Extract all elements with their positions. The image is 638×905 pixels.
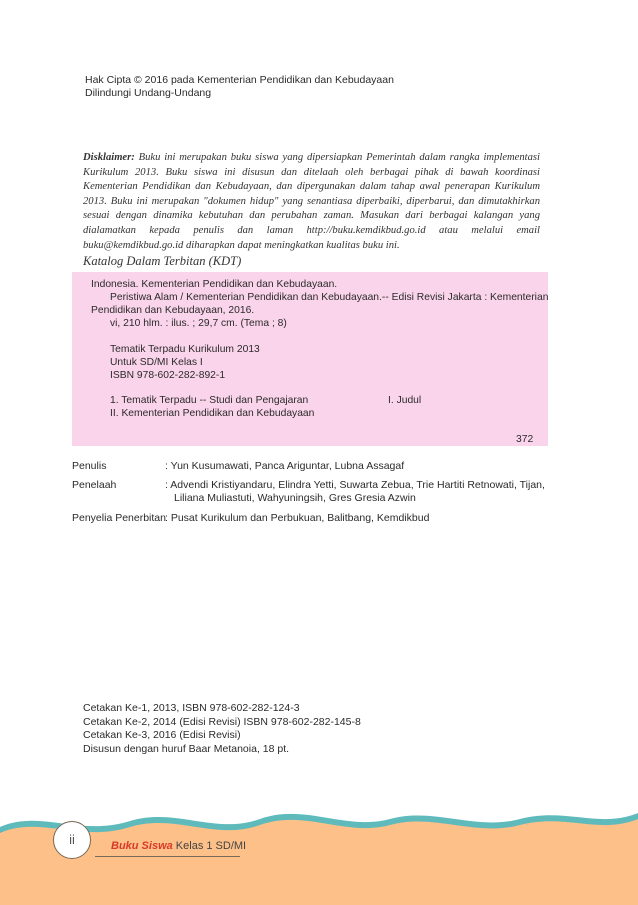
penelaah-label: Penelaah: [72, 479, 117, 491]
book-title: Buku Siswa: [111, 840, 173, 852]
kdt-line: ISBN 978-602-282-892-1: [110, 370, 226, 381]
penelaah-value: Liliana Muliastuti, Wahyuningsih, Gres Gresia Azwin: [174, 492, 416, 504]
protection-line: Dilindungi Undang-Undang: [85, 87, 212, 99]
penyelia-label: Penyelia Penerbitan: [72, 512, 166, 524]
penulis-value: : Yun Kusumawati, Panca Ariguntar, Lubna Assagaf: [165, 460, 405, 472]
penulis-label: Penulis: [72, 460, 107, 472]
printing-line: Cetakan Ke-2, 2014 (Edisi Revisi) ISBN 978-602-282-145-8: [83, 715, 361, 728]
kdt-line: II. Kementerian Pendidikan dan Kebudayaan: [110, 408, 315, 419]
book-subtitle: Kelas 1 SD/MI: [172, 840, 247, 852]
kdt-line: 1. Tematik Terpadu -- Studi dan Pengajaran: [110, 395, 309, 406]
footer-divider: [95, 856, 240, 857]
page-number-badge: [53, 821, 91, 859]
copyright-block: [85, 74, 394, 100]
footer-book-title: [111, 840, 246, 853]
printing-line: Cetakan Ke-3, 2016 (Edisi Revisi): [83, 729, 241, 742]
penelaah-value: : Advendi Kristiyandaru, Elindra Yetti, Suwarta Zebua, Trie Hartiti Retnowati, Tijan,: [165, 479, 545, 491]
disclaimer-paragraph: [83, 151, 540, 253]
kdt-line: Untuk SD/MI Kelas I: [110, 357, 203, 368]
penyelia-value: : Pusat Kurikulum dan Perbukuan, Balitbang, Kemdikbud: [165, 512, 430, 524]
disclaimer-label: Disklaimer:: [83, 152, 135, 163]
kdt-line: I. Judul: [388, 395, 422, 406]
printing-line: Cetakan Ke-1, 2013, ISBN 978-602-282-124-3: [83, 702, 300, 714]
kdt-line: Tematik Terpadu Kurikulum 2013: [110, 344, 260, 355]
copyright-line: Hak Cipta © 2016 pada Kementerian Pendidikan dan Kebudayaan: [85, 74, 394, 86]
printing-line: Disusun dengan huruf Baar Metanoia, 18 pt.: [83, 742, 290, 755]
disclaimer-text: Buku ini merupakan buku siswa yang dipersiapkan Pemerintah dalam rangka implementasi Kurikulum 2013. Buku siswa ini disusun dan ditelaah oleh berbagai pihak di bawah koordinasi Kementerian Pendidikan dan Kebudayaan, dan dipergunakan dalam tahap awal penerapan Kurikulum 2013. Buku ini merupakan "dokumen hidup" yang senantiasa diperbaiki, diperbarui, dan dimutakhirkan sesuai dengan dinamika kebutuhan dan perubahan zaman. Masukan dari berbagai kalangan yang dialamatkan kepada penulis dan laman http://buku.kemdikbud.go.id atau melalui email buku@kemdikbud.go.id diharapkan dapat meningkatkan kualitas buku ini.: [83, 152, 540, 251]
page-number: ii: [69, 832, 75, 847]
kdt-heading: Katalog Dalam Terbitan (KDT): [83, 254, 242, 268]
kdt-line: Indonesia. Kementerian Pendidikan dan Kebudayaan.: [91, 279, 338, 290]
printing-history: [83, 702, 361, 756]
kdt-line: vi, 210 hlm. : ilus. ; 29,7 cm. (Tema ; 8): [110, 318, 287, 329]
kdt-line: Peristiwa Alam / Kementerian Pendidikan dan Kebudayaan.-- Edisi Revisi Jakarta : Kementerian: [110, 292, 549, 303]
kdt-class-number: 372: [516, 434, 534, 445]
footer-wave-decoration: [0, 805, 638, 905]
kdt-line: Pendidikan dan Kebudayaan, 2016.: [91, 305, 255, 316]
